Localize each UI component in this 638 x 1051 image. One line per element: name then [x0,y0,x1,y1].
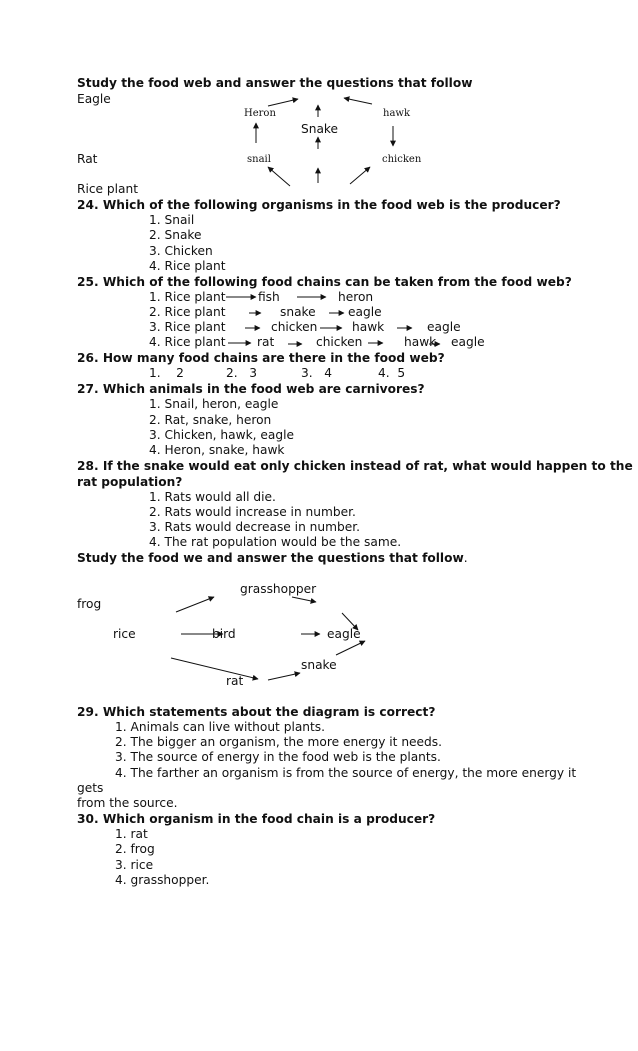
arrow-grasshopper-to-eagle [292,597,316,602]
q25-opt1-item: fish [258,290,280,304]
q27-option: 3. Chicken, hawk, eagle [149,428,294,442]
web1-hawk: hawk [383,108,411,119]
q29-option: 1. Animals can live without plants. [115,720,326,734]
q30-option: 3. rice [115,858,154,872]
q29-option: 4. The farther an organism is from the source of energy, the more energy it [115,766,577,780]
q25-opt3-item: 3. Rice plant [149,320,226,334]
q25-opt4-item: chicken [316,335,363,349]
arrow-snake-to-eagle [336,641,365,655]
web1-chicken: chicken [382,154,422,165]
web1-snail: snail [247,154,271,165]
q25-opt4-item: 4. Rice plant [149,335,226,349]
q30-option: 1. rat [115,827,148,841]
web1-heron: Heron [244,108,276,119]
q25-opt3-item: eagle [427,320,461,334]
arrow-rice-to-chicken [350,167,370,184]
q25-opt2-item: eagle [348,305,382,319]
arrow-frog-to-grasshopper [176,597,214,612]
q27-option: 1. Snail, heron, eagle [149,397,279,411]
q28-option: 2. Rats would increase in number. [149,505,356,519]
section2-heading: Study the food we and answer the questions that follow [77,551,464,565]
web2-rat: rat [226,674,244,688]
arrow-hawk-to-eagle [344,98,372,104]
q25-opt1-item: 1. Rice plant [149,290,226,304]
q26-question: 26. How many food chains are there in the food web? [77,351,445,365]
q25-opt3-item: hawk [352,320,385,334]
web1-rice-plant: Rice plant [77,182,139,196]
web1-snake: Snake [301,122,339,136]
q28-option: 3. Rats would decrease in number. [149,520,360,534]
q24-option: 3. Chicken [149,244,213,258]
q26-option: 3. 4 [301,366,333,380]
q27-option: 4. Heron, snake, hawk [149,443,285,457]
arrow-rat-to-snake [268,673,300,680]
web2-rice: rice [113,627,136,641]
web2-bird: bird [212,627,236,641]
arrow-heron-to-eagle [268,99,298,106]
q26-option: 1. 2 [149,366,184,380]
q25-opt4-item: rat [257,335,275,349]
q24-option: 2. Snake [149,228,202,242]
q25-opt4-item: eagle [451,335,485,349]
q28-option: 4. The rat population would be the same. [149,535,402,549]
q27-option: 2. Rat, snake, heron [149,413,272,427]
q25-opt3-item: chicken [271,320,318,334]
q29-option-cont: gets [77,781,104,795]
web2-grasshopper: grasshopper [240,582,317,596]
q24-option: 1. Snail [149,213,195,227]
q29-question: 29. Which statements about the diagram is correct? [77,705,436,719]
q25-opt2-item: 2. Rice plant [149,305,226,319]
q27-question: 27. Which animals in the food web are carnivores? [77,382,425,396]
q24-question: 24. Which of the following organisms in the food web is the producer? [77,198,561,212]
section1-heading: Study the food web and answer the questions that follow [77,76,473,90]
web2-frog: frog [77,597,102,611]
section2-heading-wrap [77,551,468,566]
web1-rat: Rat [77,152,98,166]
arrow-rice-to-snail [268,167,290,186]
web1-eagle: Eagle [77,92,111,106]
q25-opt4-item: hawk [404,335,437,349]
q29-option: 3. The source of energy in the food web is the plants. [115,750,441,764]
q30-option: 4. grasshopper. [115,873,210,887]
web2-eagle: eagle [327,627,361,641]
q25-opt1-item: heron [338,290,374,304]
section2-heading-period: . [463,551,468,565]
q30-question: 30. Which organism in the food chain is a producer? [77,812,436,826]
q28-question: 28. If the snake would eat only chicken instead of rat, what would happen to the [77,459,633,473]
web2-snake: snake [301,658,337,672]
q29-option-cont: from the source. [77,796,178,810]
q25-opt2-item: snake [280,305,316,319]
q24-option: 4. Rice plant [149,259,226,273]
q25-question: 25. Which of the following food chains can be taken from the food web? [77,275,572,289]
q29-option: 2. The bigger an organism, the more energy it needs. [115,735,443,749]
q28-question-cont: rat population? [77,475,183,489]
q28-option: 1. Rats would all die. [149,490,276,504]
q26-option: 4. 5 [378,366,406,380]
q26-option: 2. 3 [226,366,258,380]
q30-option: 2. frog [115,842,155,856]
arrow-rice-to-rat [171,658,258,679]
